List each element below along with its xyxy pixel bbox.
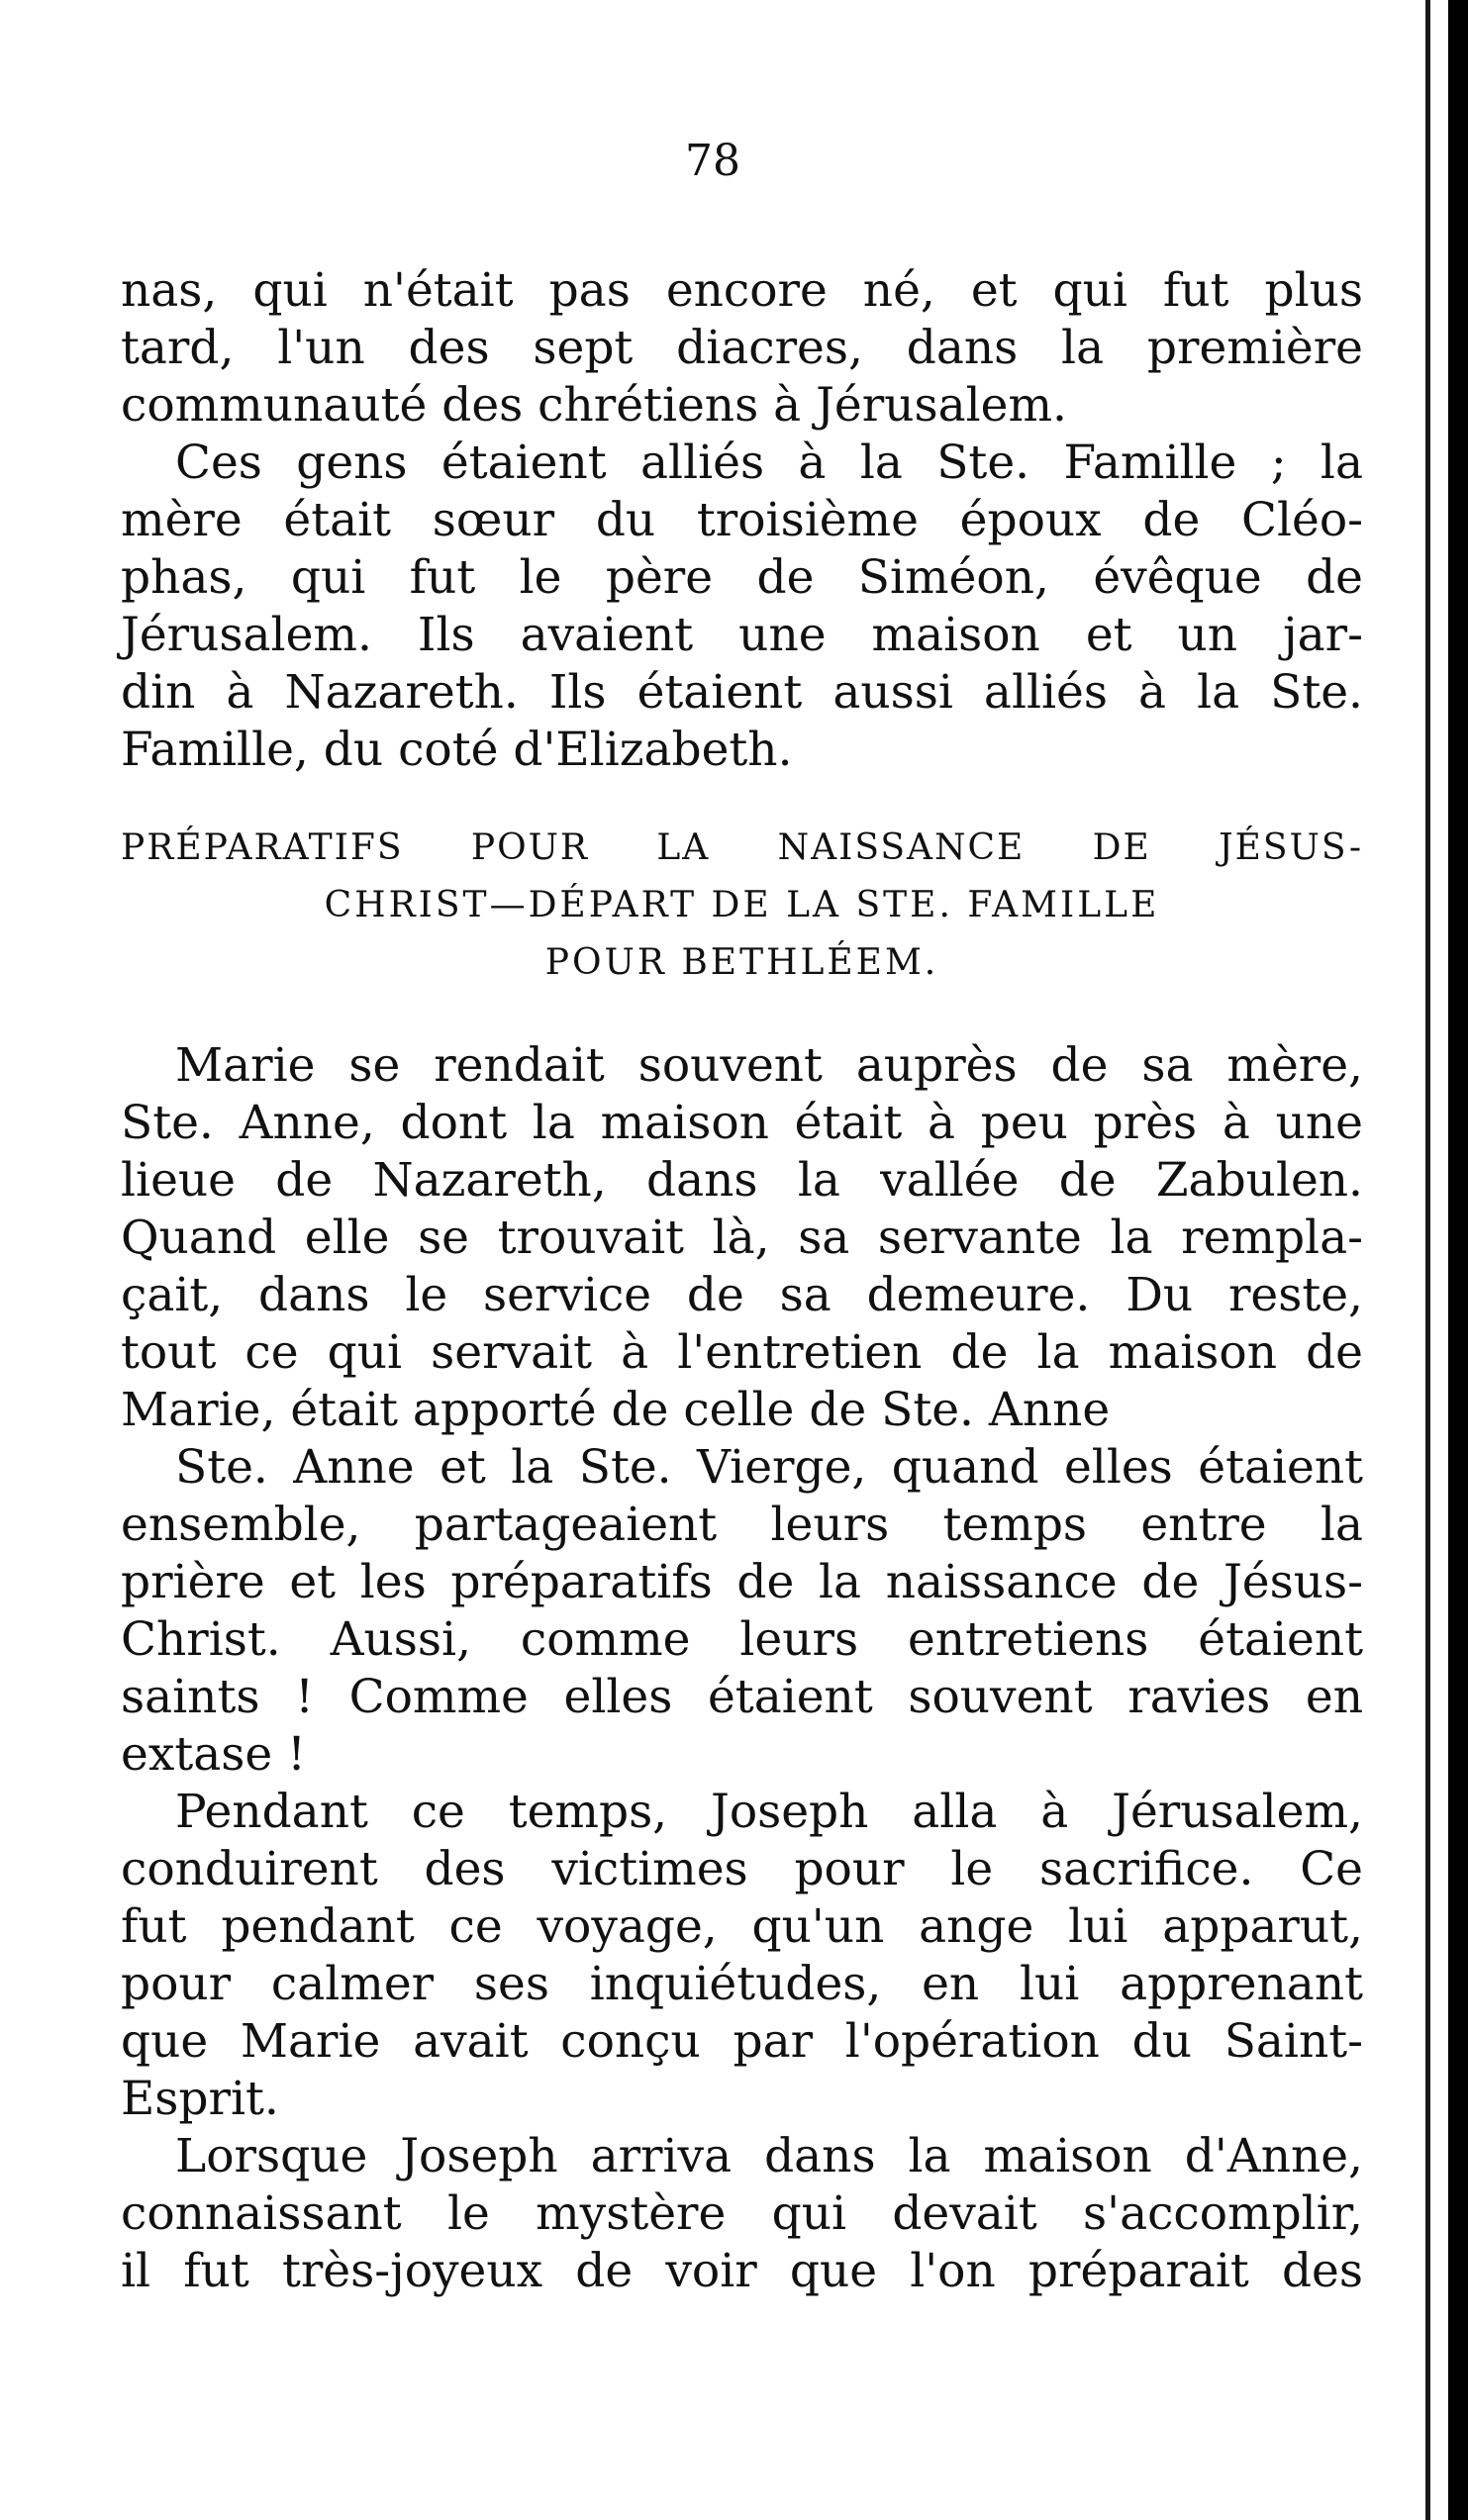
text-line: pour calmer ses inquiétudes, en lui apprenant [121,1957,1363,2011]
text-line: conduirent des victimes pour le sacrifice. Ce [121,1842,1363,1896]
text-line: tout ce qui servait à l'entretien de la maison de [121,1325,1363,1380]
text-line: mère était sœur du troisième époux de Cléo- [121,493,1363,547]
text-line: communauté des chrétiens à Jérusalem. [121,378,1067,433]
section-heading [121,820,1363,992]
page-edge-line [1425,0,1430,2520]
body-paragraphs [121,1037,1363,2300]
text-line: Pendant ce temps, Joseph alla à Jérusalem, [175,1785,1363,1839]
text-line: tard, l'un des sept diacres, dans la première [121,321,1363,375]
intro-paragraphs [121,262,1363,779]
heading-line: POUR BETHLÉEM. [544,942,939,983]
text-line: Famille, du coté d'Elizabeth. [121,723,793,777]
paragraph [121,262,1363,435]
text-line: Christ. Aussi, comme leurs entretiens étaient [121,1612,1363,1667]
text-line: Ces gens étaient alliés à la Ste. Famille ; la [175,436,1363,490]
text-line: Marie, était apporté de celle de Ste. Anne [121,1383,1111,1437]
text-line: Ste. Anne et la Ste. Vierge, quand elles étaient [175,1440,1363,1495]
paragraph [121,1784,1363,2128]
page-number: 78 [685,136,740,186]
paragraph [121,2128,1363,2300]
text-line: Jérusalem. Ils avaient une maison et un jar- [121,608,1363,662]
heading-line: PRÉPARATIFS POUR LA NAISSANCE DE JÉSUS- [121,827,1363,868]
text-line: çait, dans le service de sa demeure. Du reste, [121,1268,1363,1322]
text-line: nas, qui n'était pas encore né, et qui fut plus [121,263,1363,318]
text-line: que Marie avait conçu par l'opération du Saint- [121,2014,1363,2069]
text-line: fut pendant ce voyage, qu'un ange lui apparut, [121,1899,1363,1954]
text-line: Quand elle se trouvait là, sa servante la rempla- [121,1211,1363,1265]
heading-line: CHRIST—DÉPART DE LA STE. FAMILLE [324,885,1160,925]
text-line: connaissant le mystère qui devait s'accomplir, [121,2186,1363,2241]
text-line: ensemble, partageaient leurs temps entre la [121,1498,1363,1552]
text-line: Ste. Anne, dont la maison était à peu près à une [121,1096,1363,1150]
paragraph [121,1439,1363,1784]
text-line: prière et les préparatifs de la naissance de Jésus- [121,1555,1363,1609]
paragraph [121,1037,1363,1439]
text-line: phas, qui fut le père de Siméon, évêque de [121,550,1363,605]
text-line: Esprit. [121,2072,279,2126]
text-line: saints ! Comme elles étaient souvent ravies en [121,1670,1363,1724]
text-line: lieue de Nazareth, dans la vallée de Zabulen. [121,1153,1363,1208]
text-line: il fut très-joyeux de voir que l'on préparait des [121,2244,1363,2298]
text-line: Lorsque Joseph arriva dans la maison d'Anne, [175,2129,1363,2183]
text-line: din à Nazareth. Ils étaient aussi alliés à la Ste. [121,665,1363,720]
paragraph [121,435,1363,779]
page-edge-border [1448,0,1468,2520]
text-line: extase ! [121,1727,306,1782]
text-line: Marie se rendait souvent auprès de sa mère, [175,1038,1363,1093]
